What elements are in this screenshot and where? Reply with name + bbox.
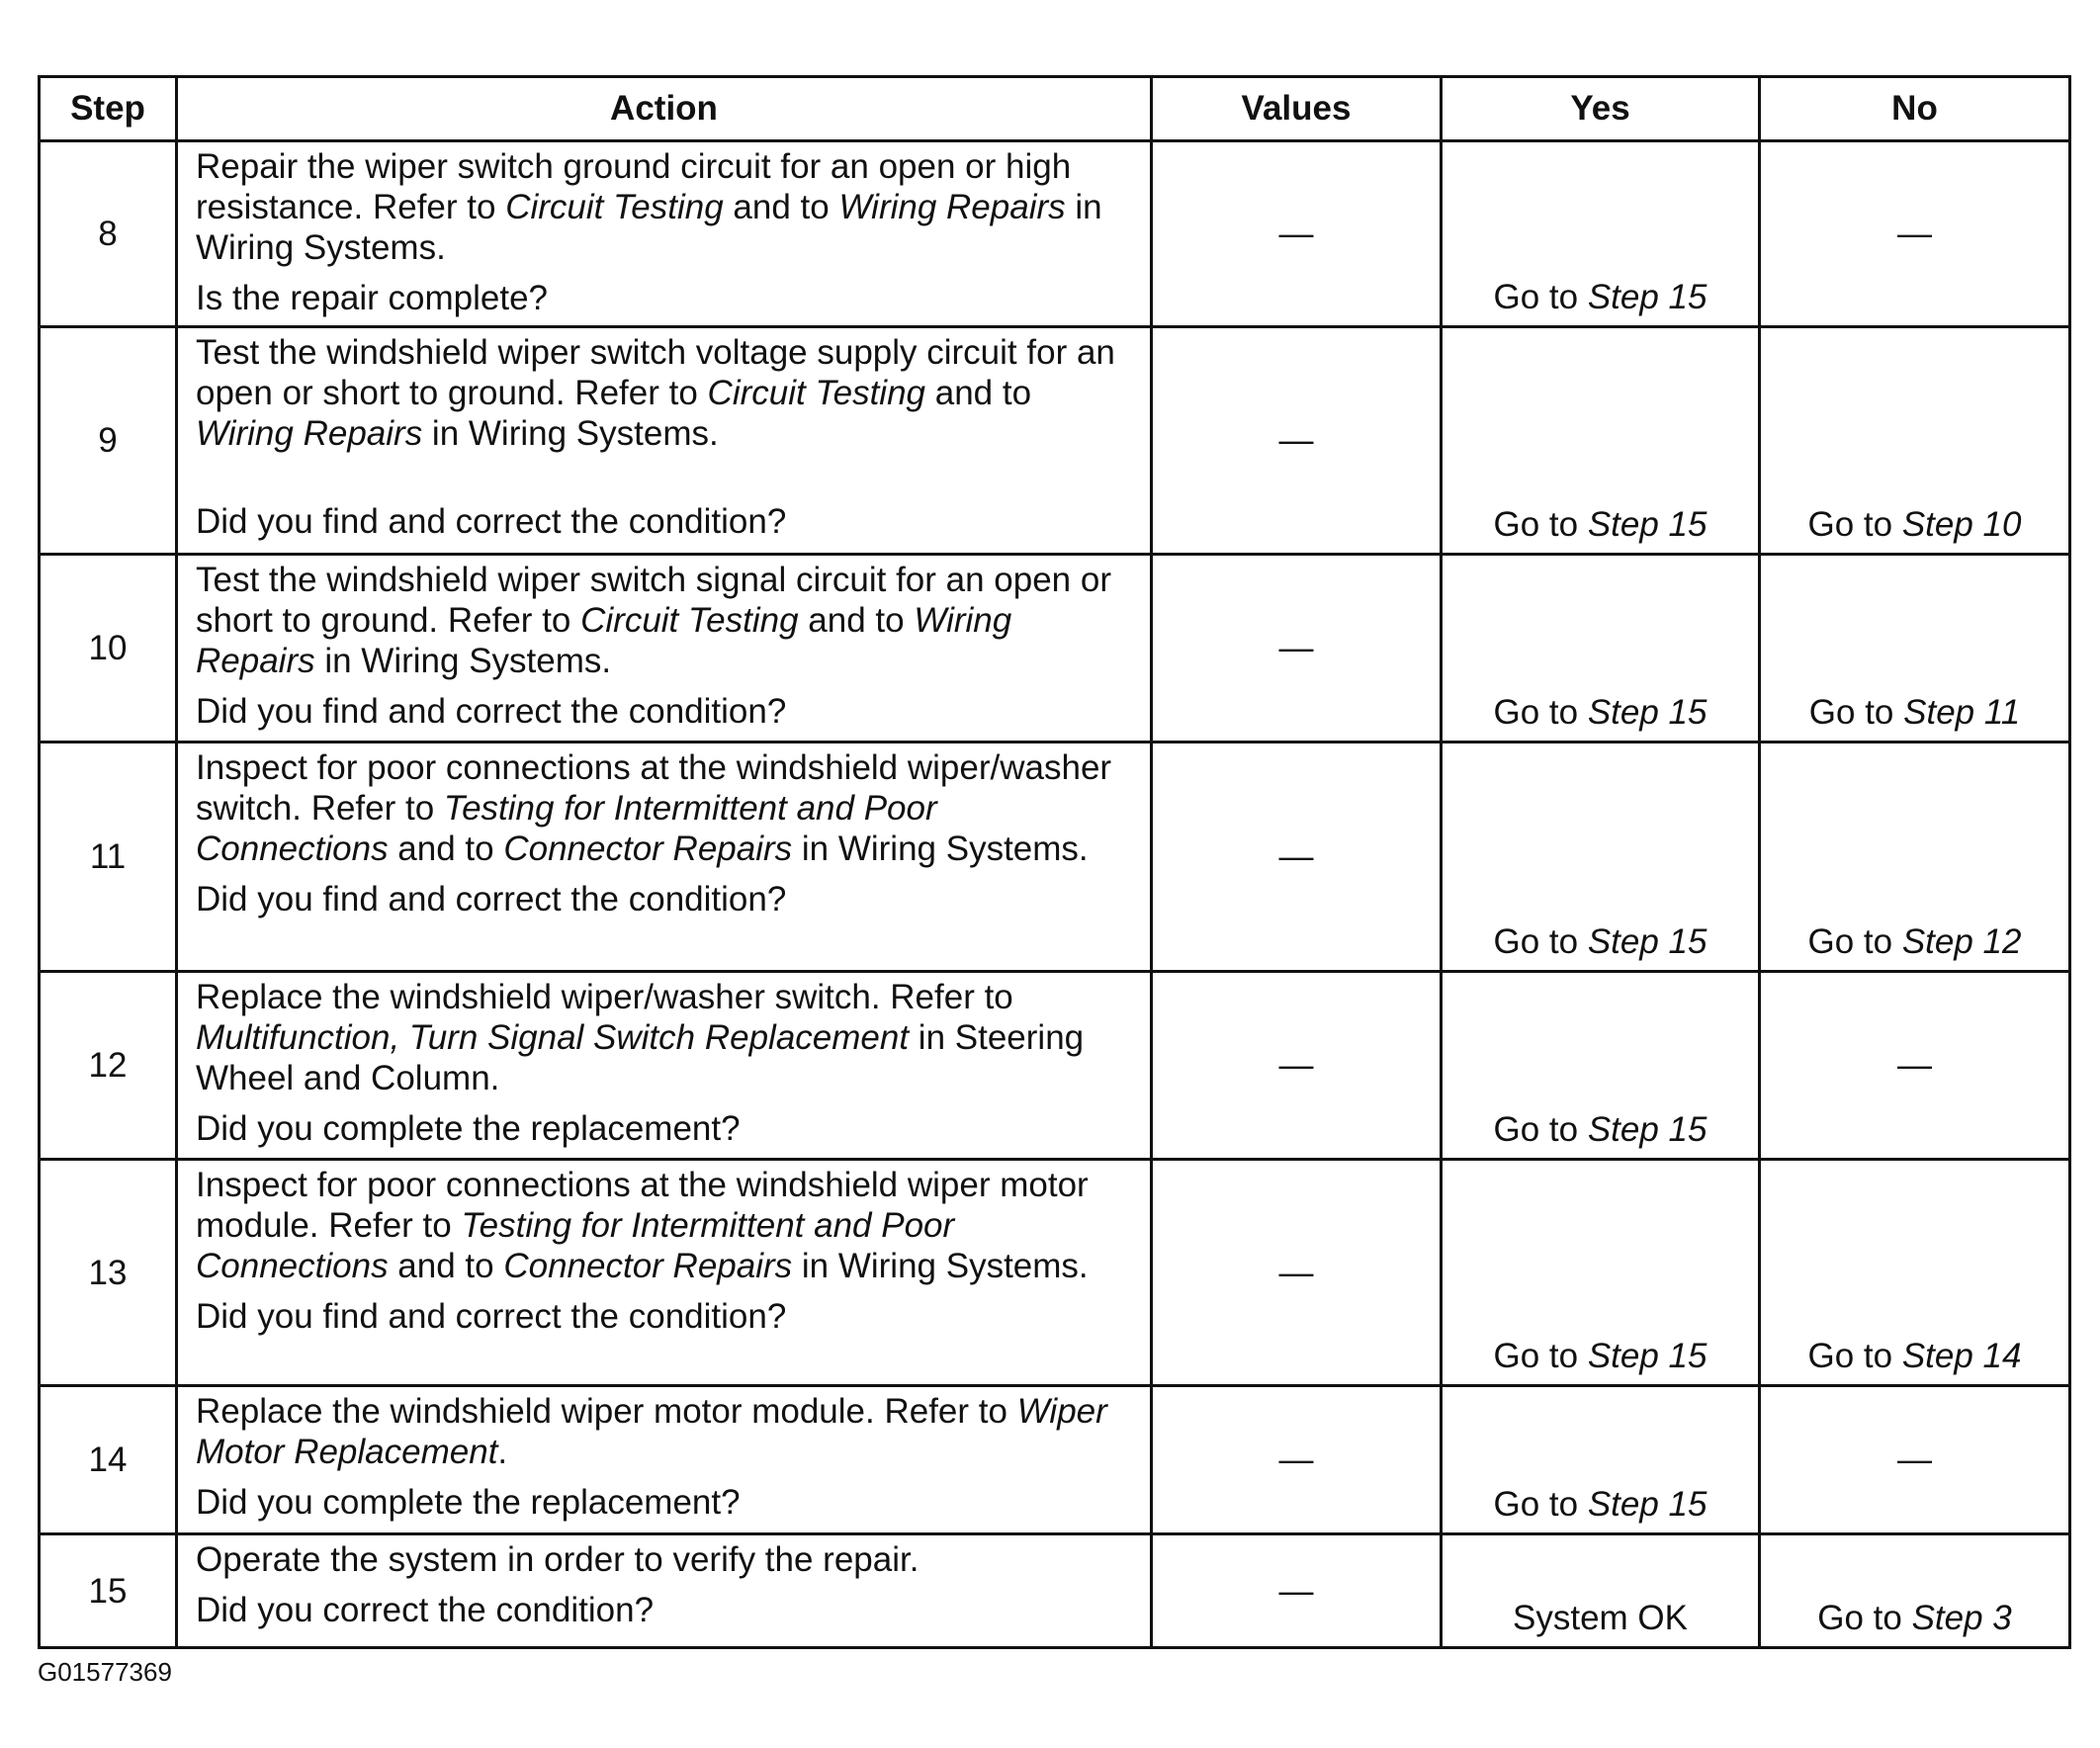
header-action: Action bbox=[177, 77, 1152, 141]
action-question: Did you find and correct the condition? bbox=[196, 502, 787, 541]
values-cell: — bbox=[1152, 1386, 1442, 1534]
italic-reference: Step 15 bbox=[1587, 505, 1707, 544]
italic-reference: Wiring Repairs bbox=[838, 188, 1066, 226]
italic-reference: Step 10 bbox=[1901, 505, 2022, 544]
table-row bbox=[40, 972, 2070, 1160]
text-run: — bbox=[1897, 1046, 1932, 1085]
text-run: and to bbox=[388, 830, 504, 868]
action-cell bbox=[177, 743, 1152, 972]
text-run: . bbox=[497, 1433, 508, 1471]
italic-reference: Step 12 bbox=[1901, 922, 2022, 961]
italic-reference: Multifunction, Turn Signal Switch Replacement bbox=[196, 1018, 910, 1057]
yes-cell bbox=[1442, 1386, 1760, 1534]
text-run: Inspect for poor connections at the windshield wiper motor module. Refer to bbox=[196, 1166, 1089, 1245]
diagnostic-steps-table bbox=[38, 75, 2071, 1649]
values-cell: — bbox=[1152, 327, 1442, 555]
values-cell: — bbox=[1152, 1160, 1442, 1386]
text-run: — bbox=[1897, 1441, 1932, 1479]
table-row bbox=[40, 1534, 2070, 1648]
table-header-row bbox=[40, 77, 2070, 141]
action-cell bbox=[177, 1534, 1152, 1648]
italic-reference: Step 15 bbox=[1587, 922, 1707, 961]
values-cell: — bbox=[1152, 141, 1442, 327]
yes-cell bbox=[1442, 327, 1760, 555]
no-cell bbox=[1760, 1160, 2070, 1386]
text-run: in Steering Wheel and Column. bbox=[196, 1018, 1085, 1097]
text-run: Replace the windshield wiper/washer switch. Refer to bbox=[196, 978, 1013, 1016]
text-run: in Wiring Systems. bbox=[314, 642, 612, 680]
text-run: Go to bbox=[1493, 1110, 1588, 1149]
action-cell bbox=[177, 972, 1152, 1160]
action-instruction bbox=[196, 146, 1136, 268]
yes-cell bbox=[1442, 1534, 1760, 1648]
values-cell: — bbox=[1152, 743, 1442, 972]
italic-reference: Step 15 bbox=[1587, 1337, 1707, 1375]
step-number: 12 bbox=[40, 972, 177, 1160]
text-run: Go to bbox=[1493, 505, 1588, 544]
italic-reference: Step 3 bbox=[1911, 1599, 2012, 1637]
step-number: 15 bbox=[40, 1534, 177, 1648]
no-cell bbox=[1760, 972, 2070, 1160]
step-number: 8 bbox=[40, 141, 177, 327]
values-cell: — bbox=[1152, 1534, 1442, 1648]
text-run: Repair the wiper switch ground circuit for an open or high resistance. Refer to bbox=[196, 147, 1072, 226]
no-cell bbox=[1760, 1534, 2070, 1648]
text-run: Go to bbox=[1493, 693, 1588, 732]
yes-cell bbox=[1442, 1160, 1760, 1386]
action-instruction bbox=[196, 977, 1136, 1098]
text-run: and to bbox=[798, 601, 915, 640]
text-run: and to bbox=[925, 374, 1032, 412]
no-cell bbox=[1760, 555, 2070, 743]
text-run: Test the windshield wiper switch signal circuit for an open or short to ground. Refer to bbox=[196, 561, 1111, 640]
action-instruction bbox=[196, 1539, 1136, 1580]
italic-reference: Step 15 bbox=[1587, 278, 1707, 316]
text-run: Go to bbox=[1817, 1599, 1912, 1637]
text-run: System OK bbox=[1513, 1599, 1688, 1637]
text-run: Go to bbox=[1807, 1337, 1902, 1375]
text-run: Go to bbox=[1493, 922, 1588, 961]
text-run: Go to bbox=[1808, 693, 1904, 732]
action-instruction bbox=[196, 747, 1136, 869]
table-row bbox=[40, 141, 2070, 327]
action-cell bbox=[177, 327, 1152, 555]
step-number: 9 bbox=[40, 327, 177, 555]
text-run: Go to bbox=[1493, 1485, 1588, 1524]
action-cell bbox=[177, 1160, 1152, 1386]
values-cell: — bbox=[1152, 555, 1442, 743]
italic-reference: Circuit Testing bbox=[707, 374, 926, 412]
italic-reference: Wiring Repairs bbox=[196, 414, 423, 453]
yes-cell bbox=[1442, 141, 1760, 327]
italic-reference: Wiper Motor Replacement bbox=[196, 1392, 1107, 1471]
header-no: No bbox=[1760, 77, 2070, 141]
step-number: 14 bbox=[40, 1386, 177, 1534]
table-row bbox=[40, 555, 2070, 743]
values-cell: — bbox=[1152, 972, 1442, 1160]
italic-reference: Testing for Intermittent and Poor Connections bbox=[196, 1206, 955, 1285]
italic-reference: Step 15 bbox=[1587, 1485, 1707, 1524]
italic-reference: Circuit Testing bbox=[505, 188, 724, 226]
action-instruction bbox=[196, 1165, 1136, 1286]
action-question: Did you find and correct the condition? bbox=[196, 1297, 787, 1336]
text-run: Test the windshield wiper switch voltage supply circuit for an open or short to ground. Refer to bbox=[196, 333, 1115, 412]
italic-reference: Step 15 bbox=[1587, 693, 1707, 732]
text-run: in Wiring Systems. bbox=[422, 414, 719, 453]
action-question: Did you find and correct the condition? bbox=[196, 880, 787, 918]
text-run: Replace the windshield wiper motor module. Refer to bbox=[196, 1392, 1017, 1431]
text-run: Go to bbox=[1493, 278, 1588, 316]
text-run: in Wiring Systems. bbox=[792, 830, 1089, 868]
header-values: Values bbox=[1152, 77, 1442, 141]
step-number: 10 bbox=[40, 555, 177, 743]
action-cell bbox=[177, 141, 1152, 327]
action-cell bbox=[177, 555, 1152, 743]
text-run: in Wiring Systems. bbox=[196, 188, 1102, 267]
table-body bbox=[40, 141, 2070, 1648]
text-run: Go to bbox=[1493, 1337, 1588, 1375]
table-row bbox=[40, 1160, 2070, 1386]
italic-reference: Circuit Testing bbox=[580, 601, 799, 640]
italic-reference: Testing for Intermittent and Poor Connections bbox=[196, 789, 937, 868]
text-run: Inspect for poor connections at the windshield wiper/washer switch. Refer to bbox=[196, 748, 1112, 828]
yes-cell bbox=[1442, 555, 1760, 743]
table-row bbox=[40, 1386, 2070, 1534]
text-run: and to bbox=[388, 1247, 504, 1285]
action-instruction bbox=[196, 1391, 1136, 1472]
no-cell bbox=[1760, 141, 2070, 327]
italic-reference: Wiring Repairs bbox=[196, 601, 1012, 680]
italic-reference: Connector Repairs bbox=[503, 830, 793, 868]
action-question: Did you correct the condition? bbox=[196, 1591, 655, 1629]
text-run: — bbox=[1897, 215, 1932, 253]
header-yes: Yes bbox=[1442, 77, 1760, 141]
text-run: Go to bbox=[1807, 922, 1902, 961]
yes-cell bbox=[1442, 972, 1760, 1160]
no-cell bbox=[1760, 1386, 2070, 1534]
italic-reference: Connector Repairs bbox=[503, 1247, 793, 1285]
action-question: Did you complete the replacement? bbox=[196, 1109, 741, 1148]
italic-reference: Step 14 bbox=[1901, 1337, 2022, 1375]
italic-reference: Step 15 bbox=[1587, 1110, 1707, 1149]
table-row bbox=[40, 743, 2070, 972]
diagnostic-table-sheet bbox=[38, 75, 2068, 1649]
italic-reference: Step 11 bbox=[1903, 693, 2021, 732]
table-row bbox=[40, 327, 2070, 555]
no-cell bbox=[1760, 327, 2070, 555]
text-run: in Wiring Systems. bbox=[792, 1247, 1089, 1285]
text-run: Operate the system in order to verify the repair. bbox=[196, 1540, 919, 1579]
step-number: 13 bbox=[40, 1160, 177, 1386]
header-step: Step bbox=[40, 77, 177, 141]
no-cell bbox=[1760, 743, 2070, 972]
action-instruction bbox=[196, 560, 1136, 681]
figure-id-label: G01577369 bbox=[38, 1657, 172, 1687]
step-number: 11 bbox=[40, 743, 177, 972]
text-run: Go to bbox=[1807, 505, 1902, 544]
yes-cell bbox=[1442, 743, 1760, 972]
action-question: Is the repair complete? bbox=[196, 279, 549, 317]
text-run: and to bbox=[723, 188, 839, 226]
action-cell bbox=[177, 1386, 1152, 1534]
action-instruction bbox=[196, 332, 1136, 454]
action-question: Did you complete the replacement? bbox=[196, 1483, 741, 1522]
action-question: Did you find and correct the condition? bbox=[196, 692, 787, 731]
